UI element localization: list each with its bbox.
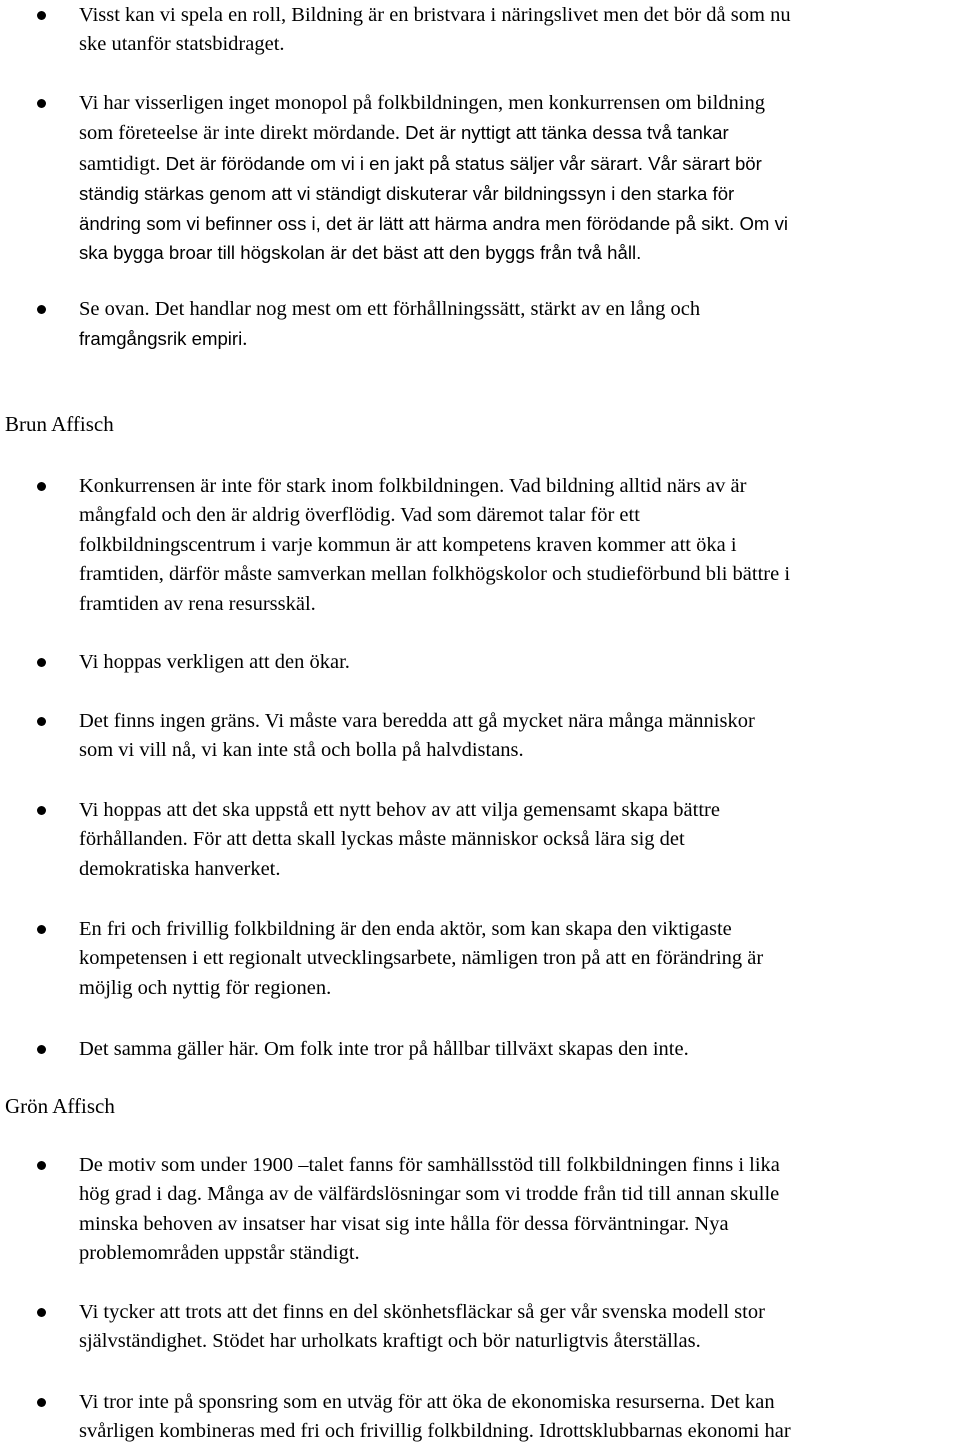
section-heading: Brun Affisch	[5, 412, 114, 436]
text-line: som företeelse är inte direkt mördande. Det är nyttigt att tänka dessa två tankar	[79, 122, 729, 145]
list-item	[79, 89, 959, 267]
bullet-icon	[37, 99, 46, 108]
text-line: problemområden uppstår ständigt.	[79, 1242, 360, 1265]
bullet-icon	[37, 658, 46, 667]
bullet-icon	[37, 1398, 46, 1407]
list-item	[79, 1388, 959, 1447]
list-item	[79, 1035, 959, 1064]
text-line: som vi vill nå, vi kan inte stå och bolla på halvdistans.	[79, 739, 524, 762]
text-line: En fri och frivillig folkbildning är den enda aktör, som kan skapa den viktigaste	[79, 918, 732, 940]
text-line: kompetensen i ett regionalt utvecklingsarbete, nämligen tron på att en förändring är	[79, 947, 764, 970]
text-line: ändring som vi befinner oss i, det är lätt att härma andra men förödande på sikt. Om vi	[79, 212, 788, 234]
text-line: demokratiska hanverket.	[79, 857, 281, 880]
text-line: framtiden av rena resursskäl.	[79, 592, 316, 615]
bullet-icon	[37, 1045, 46, 1054]
text-line: Vi tror inte på sponsring som en utväg för att öka de ekonomiska resurserna. Det kan	[79, 1391, 775, 1413]
text-line: minska behoven av insatser har visat sig inte hålla för dessa förväntningar. Nya	[79, 1212, 729, 1235]
text-line: Se ovan. Det handlar nog mest om ett förhållningssätt, stärkt av en lång och	[79, 298, 701, 320]
text-line: Visst kan vi spela en roll, Bildning är en bristvara i näringslivet men det bör då som nu	[79, 4, 791, 26]
bullet-icon	[37, 925, 46, 934]
list-item	[79, 1298, 959, 1357]
section-heading: Grön Affisch	[5, 1094, 115, 1118]
text-line: svårligen kombineras med fri och frivillig folkbildning. Idrottsklubbarnas ekonomi har	[79, 1420, 791, 1443]
text-line: Konkurrensen är inte för stark inom folkbildningen. Vad bildning alltid närs av är	[79, 475, 747, 497]
bullet-icon	[37, 806, 46, 815]
bullet-icon	[37, 1308, 46, 1317]
bullet-icon	[37, 1161, 46, 1170]
text-line: ständig stärkas genom att vi ständigt diskuterar vår bildningssyn i den starka för	[79, 183, 735, 205]
list-item	[79, 1151, 959, 1269]
text-line: mångfald och den är aldrig överflödig. Vad som däremot talar för ett	[79, 504, 640, 527]
bullet-icon	[37, 482, 46, 491]
text-line: framgångsrik empiri.	[79, 328, 248, 351]
text-line: framtiden, därför måste samverkan mellan folkhögskolor och studieförbund bli bättre i	[79, 563, 791, 586]
text-line: förhållanden. För att detta skall lyckas måste människor också lära sig det	[79, 828, 685, 851]
text-line: möjlig och nyttig för regionen.	[79, 976, 332, 999]
list-item	[79, 295, 959, 355]
text-line: Vi hoppas verkligen att den ökar.	[79, 651, 350, 673]
text-line: hög grad i dag. Många av de välfärdslösningar som vi trodde från tid till annan skulle	[79, 1183, 780, 1206]
list-item	[79, 472, 959, 619]
text-line: De motiv som under 1900 –talet fanns för samhällsstöd till folkbildningen finns i lika	[79, 1154, 780, 1176]
text-line: självständighet. Stödet har urholkats kraftigt och bör naturligtvis återställas.	[79, 1330, 701, 1353]
text-line: samtidigt. Det är förödande om vi i en jakt på status säljer vår särart. Vår särart bör	[79, 152, 762, 175]
text-line: Vi har visserligen inget monopol på folkbildningen, men konkurrensen om bildning	[79, 92, 765, 114]
text-line: Det samma gäller här. Om folk inte tror på hållbar tillväxt skapas den inte.	[79, 1038, 689, 1060]
text-line: Det finns ingen gräns. Vi måste vara beredda att gå mycket nära många människor	[79, 710, 755, 732]
list-item	[79, 796, 959, 884]
text-line: ske utanför statsbidraget.	[79, 33, 285, 56]
list-item	[79, 707, 959, 766]
list-item	[79, 648, 959, 677]
bullet-icon	[37, 717, 46, 726]
text-line: Vi tycker att trots att det finns en del skönhetsfläckar så ger vår svenska modell stor	[79, 1301, 765, 1323]
list-item	[79, 915, 959, 1003]
bullet-icon	[37, 305, 46, 314]
text-line: ska bygga broar till högskolan är det bäst att den byggs från två håll.	[79, 242, 642, 264]
text-line: Vi hoppas att det ska uppstå ett nytt behov av att vilja gemensamt skapa bättre	[79, 799, 720, 821]
list-item	[79, 1, 959, 60]
bullet-icon	[37, 11, 46, 20]
text-line: folkbildningscentrum i varje kommun är att kompetens kraven kommer att öka i	[79, 533, 737, 556]
